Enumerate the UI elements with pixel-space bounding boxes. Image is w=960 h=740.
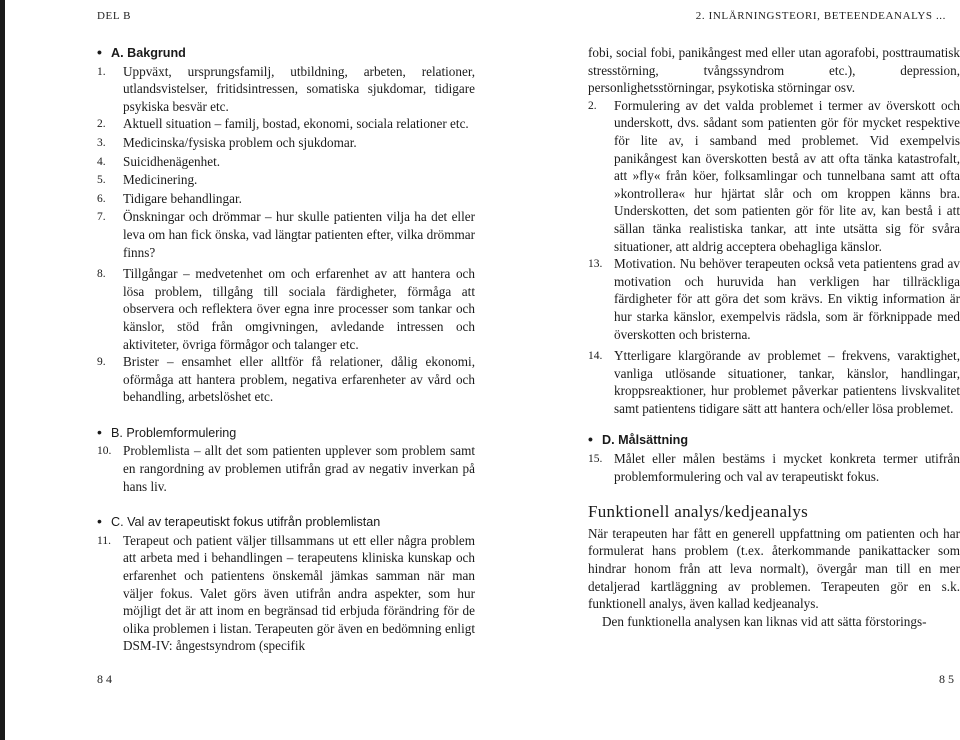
list-item-3: 3. Medicinska/fysiska problem och sjukdomar.	[97, 134, 357, 150]
bullet-icon: •	[97, 44, 102, 60]
list-item-10: 10. Problemlista – allt det som patienten upplever som problem samt en rangordning av problemen utifrån grad av negativ inverkan på hans liv.	[97, 443, 475, 494]
section-b-heading: • B. Problemformulering	[97, 423, 237, 440]
paragraph: När terapeuten har fått en generell uppfattning om patienten och har formulerat hans problem (t.ex. återkommande panikattacker som hindrar honom från att leva normalt), övergår man till en mer detaljerad kartläggning av problemen. Terapeuten gör en s.k. funktionell analys, även kallad kedjeanalys.	[588, 525, 960, 612]
list-item-6: 6. Tidigare behandlingar.	[97, 190, 242, 206]
section-a-heading: • A. Bakgrund	[97, 44, 186, 60]
section-d-heading: • D. Målsättning	[588, 431, 689, 448]
bullet-icon: •	[588, 431, 593, 448]
right-page-column	[588, 44, 960, 630]
list-item-13: 13. Motivation. Nu behöver terapeuten också veta patientens grad av motivation och huruvida han verkligen har tillräckliga färdigheter för att göra det som krävs. En viktig information är hur starka känslor, exempelvis rädsla, som är förknippade med överskotten och bristerna.	[588, 256, 960, 342]
running-head-left: DEL B	[97, 10, 132, 22]
list-item-1: 1. Uppväxt, ursprungsfamilj, utbildning, arbeten, relationer, utlandsvistelser, fritidsintressen, somatiska sjukdomar, tidigare psykiska besvär etc.	[97, 63, 475, 114]
list-item-11: 11. Terapeut och patient väljer tillsammans ut ett eller några problem att arbeta med i behandlingen – terapeutens kliniska kunskap och erfarenhet och patientens önskemål jämkas samman när man väljer fokus. Valet görs även utifrån andra aspekter, som hur möjligt det är att inom en begränsad tid erbjuda förändring för de olika problemen i listan. Terapeuten gör även en bedömning enligt DSM-IV: ångestsyndrom (specifik	[97, 532, 475, 654]
paragraph: Den funktionella analysen kan liknas vid att sätta förstorings-	[602, 613, 927, 629]
list-item-5: 5. Medicinering.	[97, 172, 198, 188]
list-item-15: 15. Målet eller målen bestäms i mycket konkreta termer utifrån problemformulering och val av terapeutiskt fokus.	[588, 451, 960, 484]
continued-text: fobi, social fobi, panikångest med eller utan agorafobi, posttraumatisk stresstörning, tvångssyndrom etc.), depression, personlighetsstörningar, psykotiska störningar osv.	[588, 45, 960, 96]
bullet-icon: •	[97, 423, 102, 440]
list-item-2: 2. Aktuell situation – familj, bostad, ekonomi, sociala relationer etc.	[97, 116, 469, 132]
section-title: Funktionell analys/kedjeanalys	[588, 502, 809, 522]
section-c-heading: • C. Val av terapeutiskt fokus utifrån problemlistan	[97, 513, 381, 530]
list-item-12: 2. Formulering av det valda problemet i termer av överskott och underskott, dvs. sådant som patienten gör för mycket respektive för lite av, i samband med problemet. Vid exempelvis panikångest kan överskotten bestå av att ofta tänka katastrofalt, att »fly« från köer, folksamlingar och tunnelbana samt att ofta »kontrollera« hur hjärtat slår och om kroppen känns bra. Underskotten, det som patienten gör för lite av, kan bestå i att sällan tänka realistiska tankar, att inte utsätta sig för svåra situationer, att aldrig acceptera obehagliga känslor.	[588, 97, 960, 254]
list-item-8: 8. Tillgångar – medvetenhet om och erfarenhet av att hantera och lösa problem, tillgång till sociala färdigheter, förmåga att observera och reflektera över egna inre processer som tankar och känslor, stöd från omgivningen, avledande intressen och aktiviteter, övriga förmågor och talanger etc.	[97, 266, 475, 352]
list-item-9: 9. Brister – ensamhet eller alltför få relationer, dålig ekonomi, oförmåga att hantera problem, negativa erfarenheter av vård och behandling, arbetslöshet etc.	[97, 354, 475, 405]
list-item-4: 4. Suicidhenägenhet.	[97, 153, 221, 169]
left-page-column	[97, 44, 475, 655]
list-item-7: 7. Önskningar och drömmar – hur skulle patienten vilja ha det eller leva om han fick önska, vad längtar patienten efter, vilka drömmar finns?	[97, 209, 475, 260]
page-number-right: 8 5	[939, 672, 954, 686]
book-binding-edge	[0, 0, 5, 740]
bullet-icon: •	[97, 513, 102, 530]
running-head-right: 2. INLÄRNINGSTEORI, BETEENDEANALYS ...	[695, 10, 946, 22]
list-item-14: 14. Ytterligare klargörande av problemet – frekvens, varaktighet, vanliga utlösande situationer, tankar, känslor, handlingar, kroppsreaktioner, hur problemet påverkar patientens livskvalitet samt patientens tidigare sätt att hantera och/eller lösa problemet.	[588, 348, 960, 416]
page-number-left: 8 4	[97, 672, 112, 686]
